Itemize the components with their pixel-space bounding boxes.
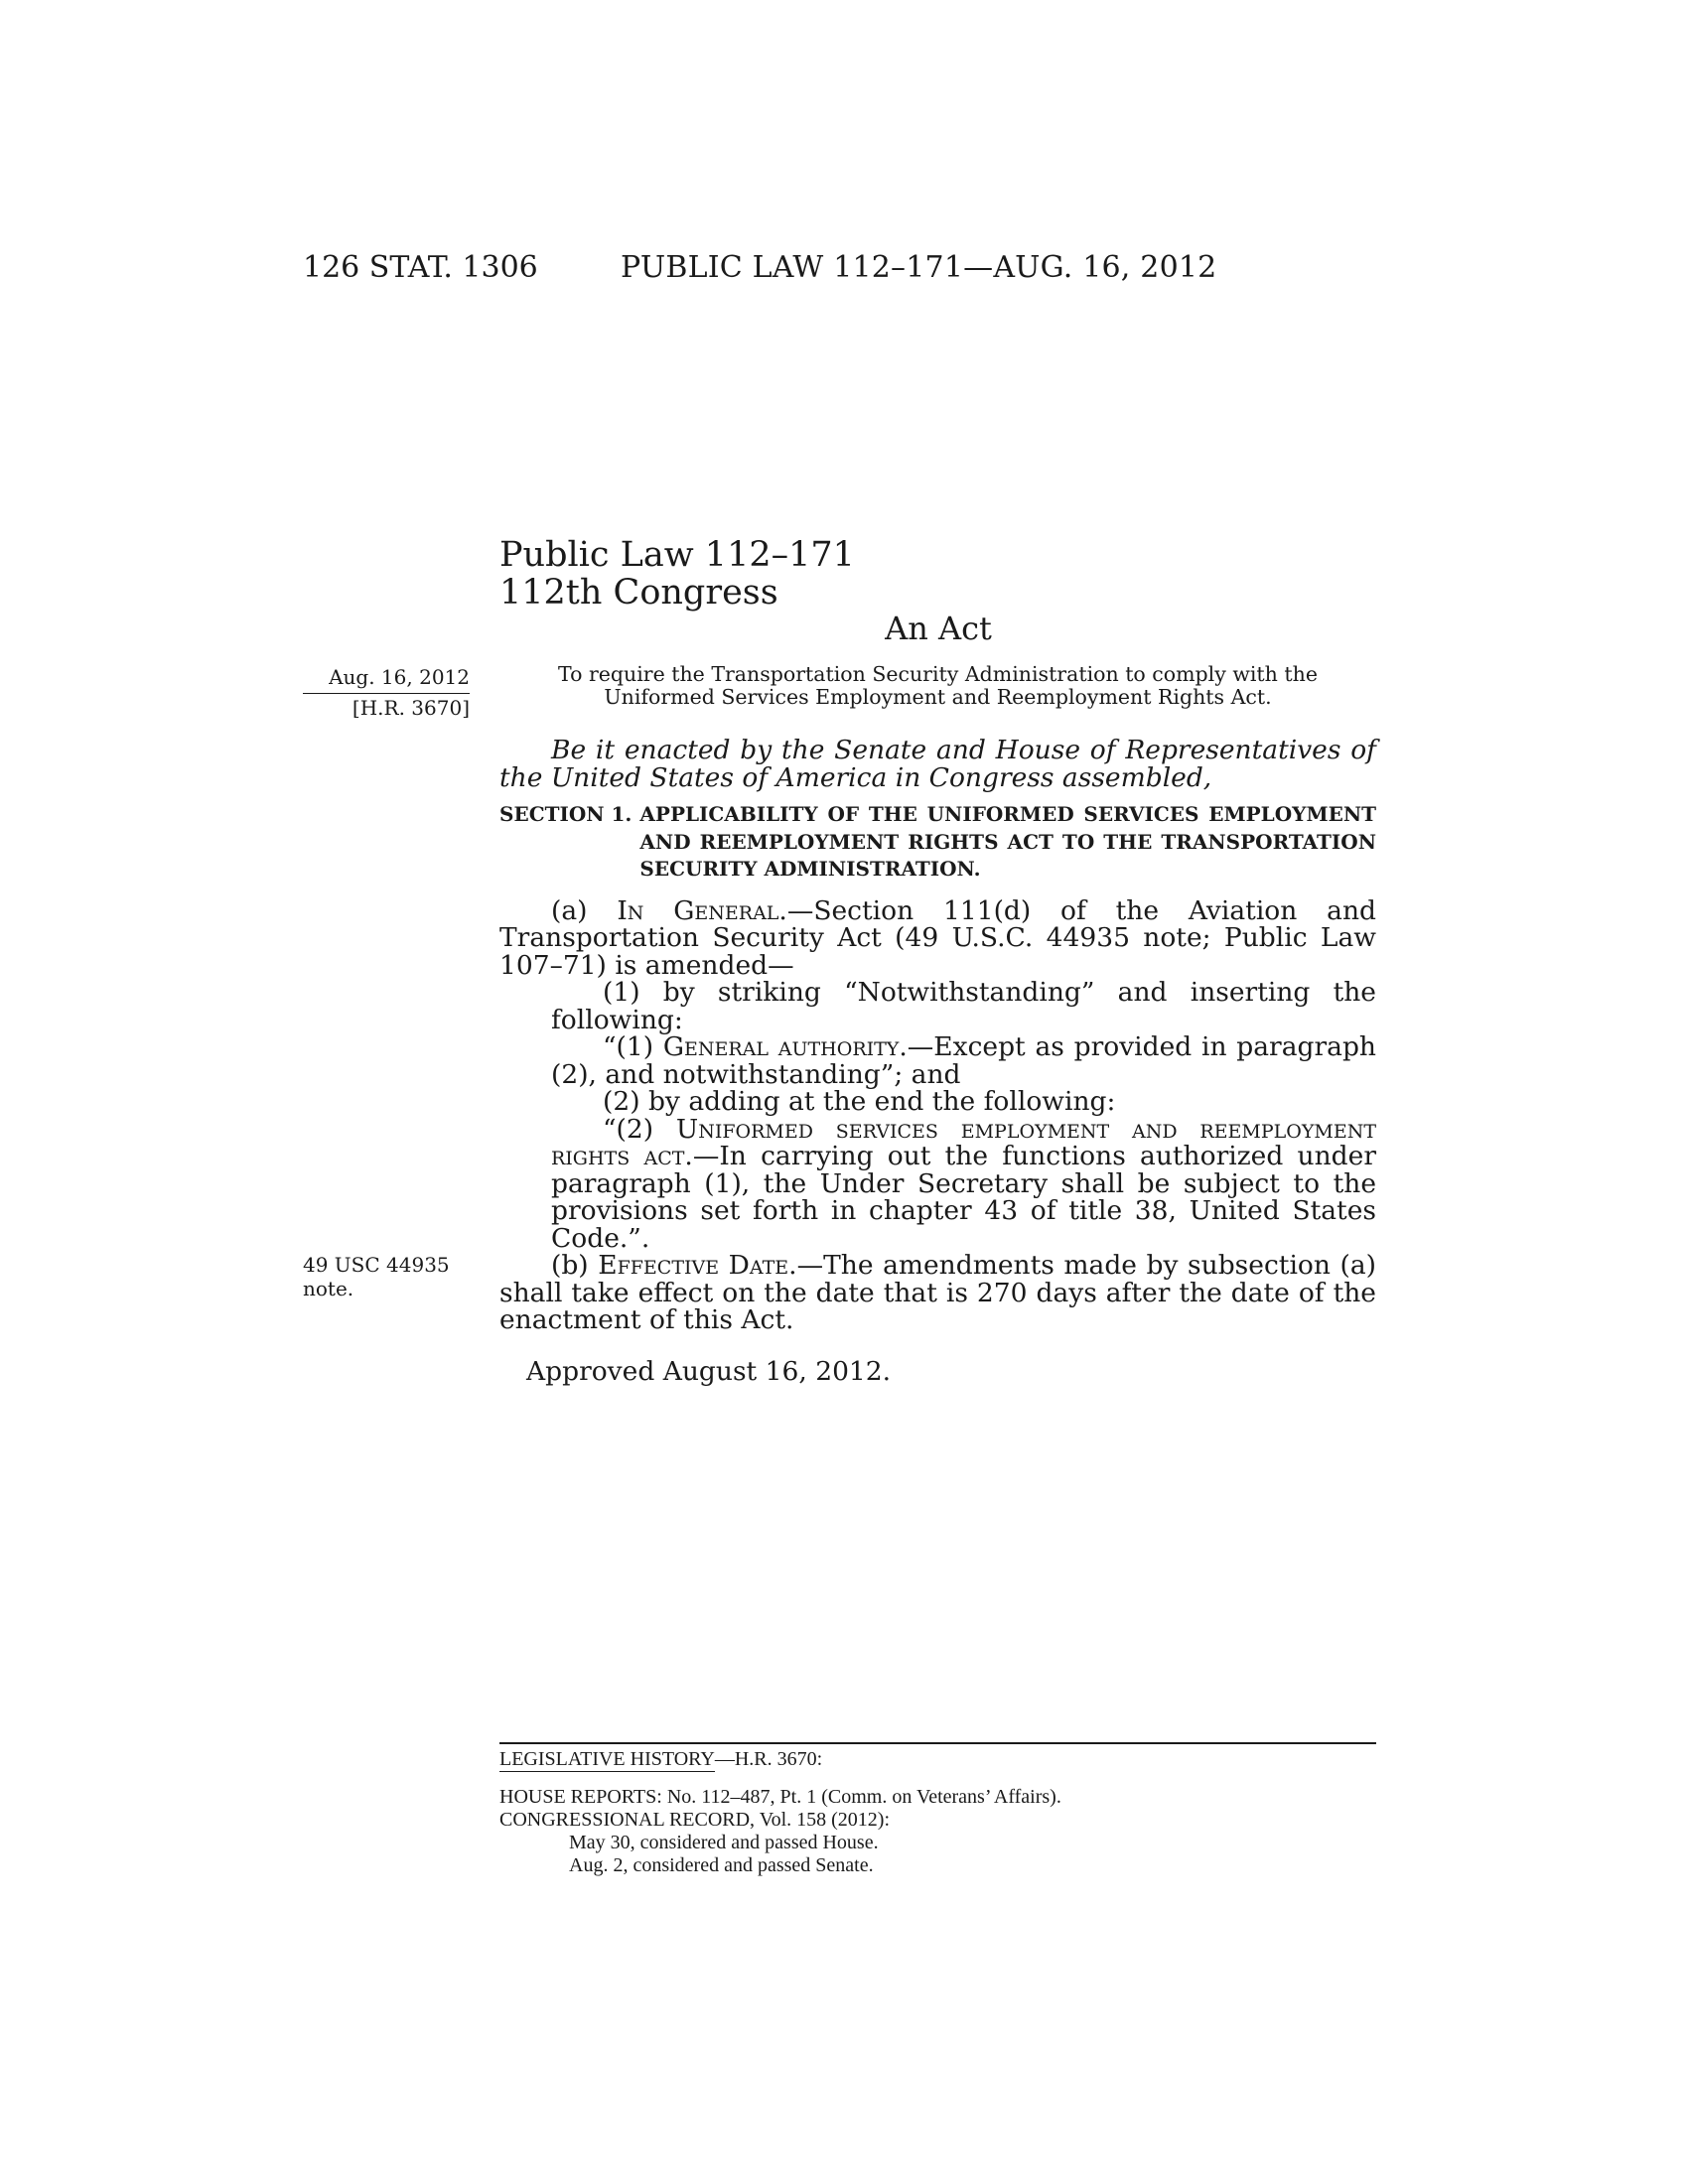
legislative-history-label: LEGISLATIVE HISTORY bbox=[499, 1748, 715, 1770]
congressional-record: CONGRESSIONAL RECORD, Vol. 158 (2012): bbox=[499, 1809, 890, 1831]
approval-line: Approved August 16, 2012. bbox=[526, 1356, 892, 1387]
quoted-2-text: .—In carrying out the functions authorized under paragraph (1), the Under Secretary shall be subject to the provisions set forth in chapter 43 of title 38, United States Code.”. bbox=[551, 1141, 1376, 1254]
margin-rule bbox=[303, 693, 470, 694]
congress-number: 112th Congress bbox=[499, 573, 778, 613]
subsection-a-heading: In General bbox=[617, 894, 779, 926]
legislative-history-heading bbox=[499, 1748, 1376, 1772]
margin-usc-citation: 49 USC 44935 bbox=[303, 1253, 450, 1277]
house-reports: HOUSE REPORTS: No. 112–487, Pt. 1 (Comm. on Veterans’ Affairs). bbox=[499, 1786, 1061, 1808]
section-title: APPLICABILITY OF THE UNIFORMED SERVICES EMPLOYMENT AND REEMPLOYMENT RIGHTS ACT TO THE TRANSPORTATION SECURITY ADMINISTRATION. bbox=[639, 802, 1376, 881]
subsection-b-heading: Effective Date bbox=[598, 1250, 789, 1281]
subsection-a-text: .—Section 111(d) of the Aviation and Transportation Security Act (49 U.S.C. 44935 note; Public Law 107–71) is amended— bbox=[499, 894, 1376, 981]
enacting-clause: Be it enacted by the Senate and House of Representatives of the United States of America in Congress assembled, bbox=[499, 735, 1376, 793]
margin-note-usc bbox=[303, 1253, 452, 1300]
quoted-paragraph-2 bbox=[551, 1113, 1377, 1254]
quoted-1-heading: General authority bbox=[662, 1031, 900, 1062]
senate-passage: Aug. 2, considered and passed Senate. bbox=[569, 1854, 874, 1876]
quoted-paragraph-1 bbox=[551, 1033, 1376, 1088]
legislative-history bbox=[499, 1742, 1376, 1877]
quoted-1-text: .—Except as provided in paragraph (2), and notwithstanding”; and bbox=[551, 1031, 1376, 1090]
legislative-history-bill: —H.R. 3670: bbox=[714, 1748, 823, 1770]
section-number: SECTION 1. bbox=[499, 802, 633, 826]
paragraph-2: (2) by adding at the end the following: bbox=[603, 1086, 1116, 1117]
subsection-b bbox=[499, 1252, 1376, 1334]
title-block bbox=[499, 536, 855, 612]
subsection-a bbox=[499, 894, 1376, 981]
subsection-b-text: .—The amendments made by subsection (a) shall take effect on the date that is 270 days after the date of the enactment of this Act. bbox=[499, 1250, 1376, 1335]
section-heading bbox=[499, 801, 1376, 884]
subsection-b-label: (b) bbox=[551, 1250, 599, 1281]
margin-enacted-date: Aug. 16, 2012 bbox=[329, 665, 470, 689]
quoted-2-heading: Uniformed services employment and reemployment rights act bbox=[551, 1113, 1377, 1171]
margin-usc-note: note. bbox=[303, 1277, 354, 1300]
quoted-1-label: “(1) bbox=[603, 1031, 663, 1062]
subsection-a-label: (a) bbox=[551, 894, 618, 926]
house-passage: May 30, considered and passed House. bbox=[569, 1832, 879, 1853]
margin-bill-number: [H.R. 3670] bbox=[352, 696, 470, 720]
running-header: PUBLIC LAW 112–171—AUG. 16, 2012 bbox=[621, 250, 1217, 285]
an-act-heading: An Act bbox=[885, 610, 992, 647]
paragraph-1: (1) by striking “Notwithstanding” and inserting the following: bbox=[551, 977, 1376, 1035]
page-stat-number: 126 STAT. 1306 bbox=[303, 250, 538, 285]
footer-rule bbox=[499, 1742, 1376, 1744]
act-purpose: To require the Transportation Security Administration to comply with the Uniformed Services Employment and Reemployment Rights Act. bbox=[558, 662, 1318, 709]
margin-note-date bbox=[303, 665, 470, 720]
quoted-2-label: “(2) bbox=[603, 1113, 676, 1145]
amendments-list bbox=[499, 979, 1376, 1252]
public-law-number: Public Law 112–171 bbox=[499, 535, 855, 575]
act-body bbox=[499, 663, 1376, 1334]
